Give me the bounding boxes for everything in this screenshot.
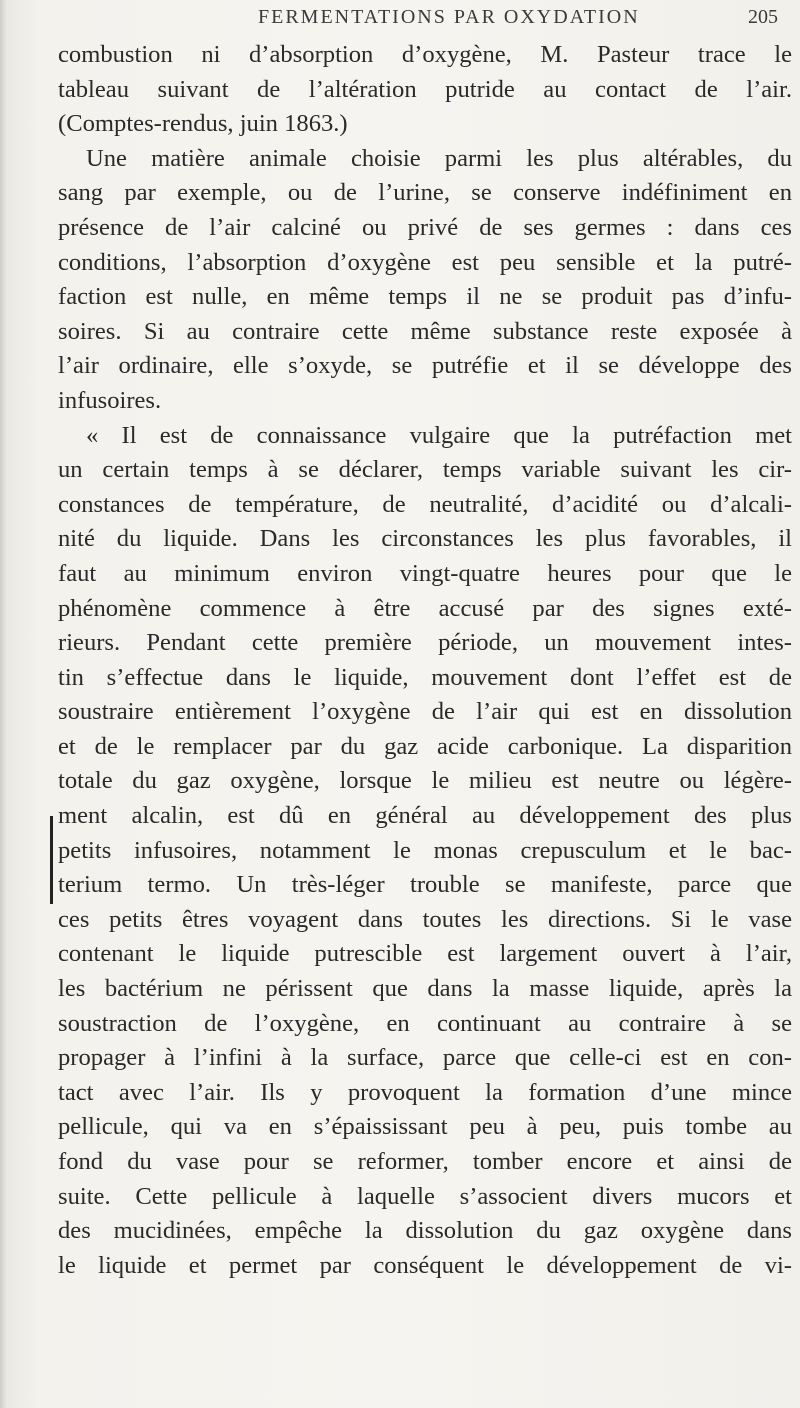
text-line: contenant le liquide putrescible est largement ouvert à l’air, bbox=[58, 940, 792, 968]
text-line: tableau suivant de l’altération putride au contact de l’air. bbox=[58, 75, 792, 103]
text-line: les bactérium ne périssent que dans la masse liquide, après la bbox=[58, 975, 792, 1003]
text-line: faut au minimum environ vingt-quatre heures pour que le bbox=[58, 559, 792, 587]
text-line: et de le remplacer par du gaz acide carbonique. La disparition bbox=[58, 732, 792, 760]
text-line: infusoires. bbox=[58, 386, 162, 414]
text-line: (Comptes-rendus, juin 1863.) bbox=[58, 110, 348, 138]
text-line: tin s’effectue dans le liquide, mouvement dont l’effet est de bbox=[58, 663, 792, 691]
text-line: propager à l’infini à la surface, parce que celle-ci est en con- bbox=[58, 1044, 792, 1072]
text-line: soires. Si au contraire cette même substance reste exposée à bbox=[58, 317, 792, 345]
text-line: phénomène commence à être accusé par des signes exté- bbox=[58, 594, 792, 622]
text-line: ces petits êtres voyagent dans toutes les directions. Si le vase bbox=[58, 905, 792, 933]
page-number: 205 bbox=[748, 6, 778, 28]
text-line: suite. Cette pellicule à laquelle s’associent divers mucors et bbox=[58, 1182, 792, 1210]
page-gutter bbox=[0, 0, 6, 1408]
text-line: rieurs. Pendant cette première période, un mouvement intes- bbox=[58, 629, 792, 657]
margin-mark bbox=[50, 816, 53, 904]
body-text bbox=[58, 38, 792, 1283]
text-line: nité du liquide. Dans les circonstances les plus favorables, il bbox=[58, 525, 792, 553]
text-line: constances de température, de neutralité, d’acidité ou d’alcali- bbox=[58, 490, 792, 518]
text-line: conditions, l’absorption d’oxygène est peu sensible et la putré- bbox=[58, 248, 792, 276]
text-line: des mucidinées, empêche la dissolution du gaz oxygène dans bbox=[58, 1217, 792, 1245]
text-line: fond du vase pour se reformer, tomber encore et ainsi de bbox=[58, 1148, 792, 1175]
text-line: faction est nulle, en même temps il ne se produit pas d’infu- bbox=[58, 283, 792, 311]
text-line: tact avec l’air. Ils y provoquent la formation d’une mince bbox=[58, 1078, 792, 1106]
text-line: Une matière animale choisie parmi les plus altérables, du bbox=[86, 144, 792, 172]
page-header bbox=[258, 6, 778, 36]
text-line: ment alcalin, est dû en général au développement des plus bbox=[58, 802, 792, 830]
text-line: sang par exemple, ou de l’urine, se conserve indéfiniment en bbox=[58, 179, 792, 207]
text-line: combustion ni d’absorption d’oxygène, M. Pasteur trace le bbox=[58, 41, 792, 68]
text-line: soustraction de l’oxygène, en continuant au contraire à se bbox=[58, 1009, 792, 1037]
text-line: pellicule, qui va en s’épaississant peu à peu, puis tombe au bbox=[58, 1113, 792, 1141]
text-line: l’air ordinaire, elle s’oxyde, se putréfie et il se développe des bbox=[58, 352, 792, 380]
text-line: présence de l’air calciné ou privé de ses germes : dans ces bbox=[58, 213, 792, 241]
text-line: petits infusoires, notamment le monas crepusculum et le bac- bbox=[58, 836, 792, 864]
running-head: FERMENTATIONS PAR OXYDATION bbox=[258, 6, 640, 28]
text-line: totale du gaz oxygène, lorsque le milieu est neutre ou légère- bbox=[58, 767, 792, 795]
text-line: terium termo. Un très-léger trouble se manifeste, parce que bbox=[58, 871, 792, 899]
text-line: soustraire entièrement l’oxygène de l’air qui est en dissolution bbox=[58, 698, 792, 726]
text-line: le liquide et permet par conséquent le développement de vi- bbox=[58, 1251, 792, 1279]
text-line: « Il est de connaissance vulgaire que la putréfaction met bbox=[86, 421, 792, 449]
text-line: un certain temps à se déclarer, temps variable suivant les cir- bbox=[58, 456, 792, 484]
